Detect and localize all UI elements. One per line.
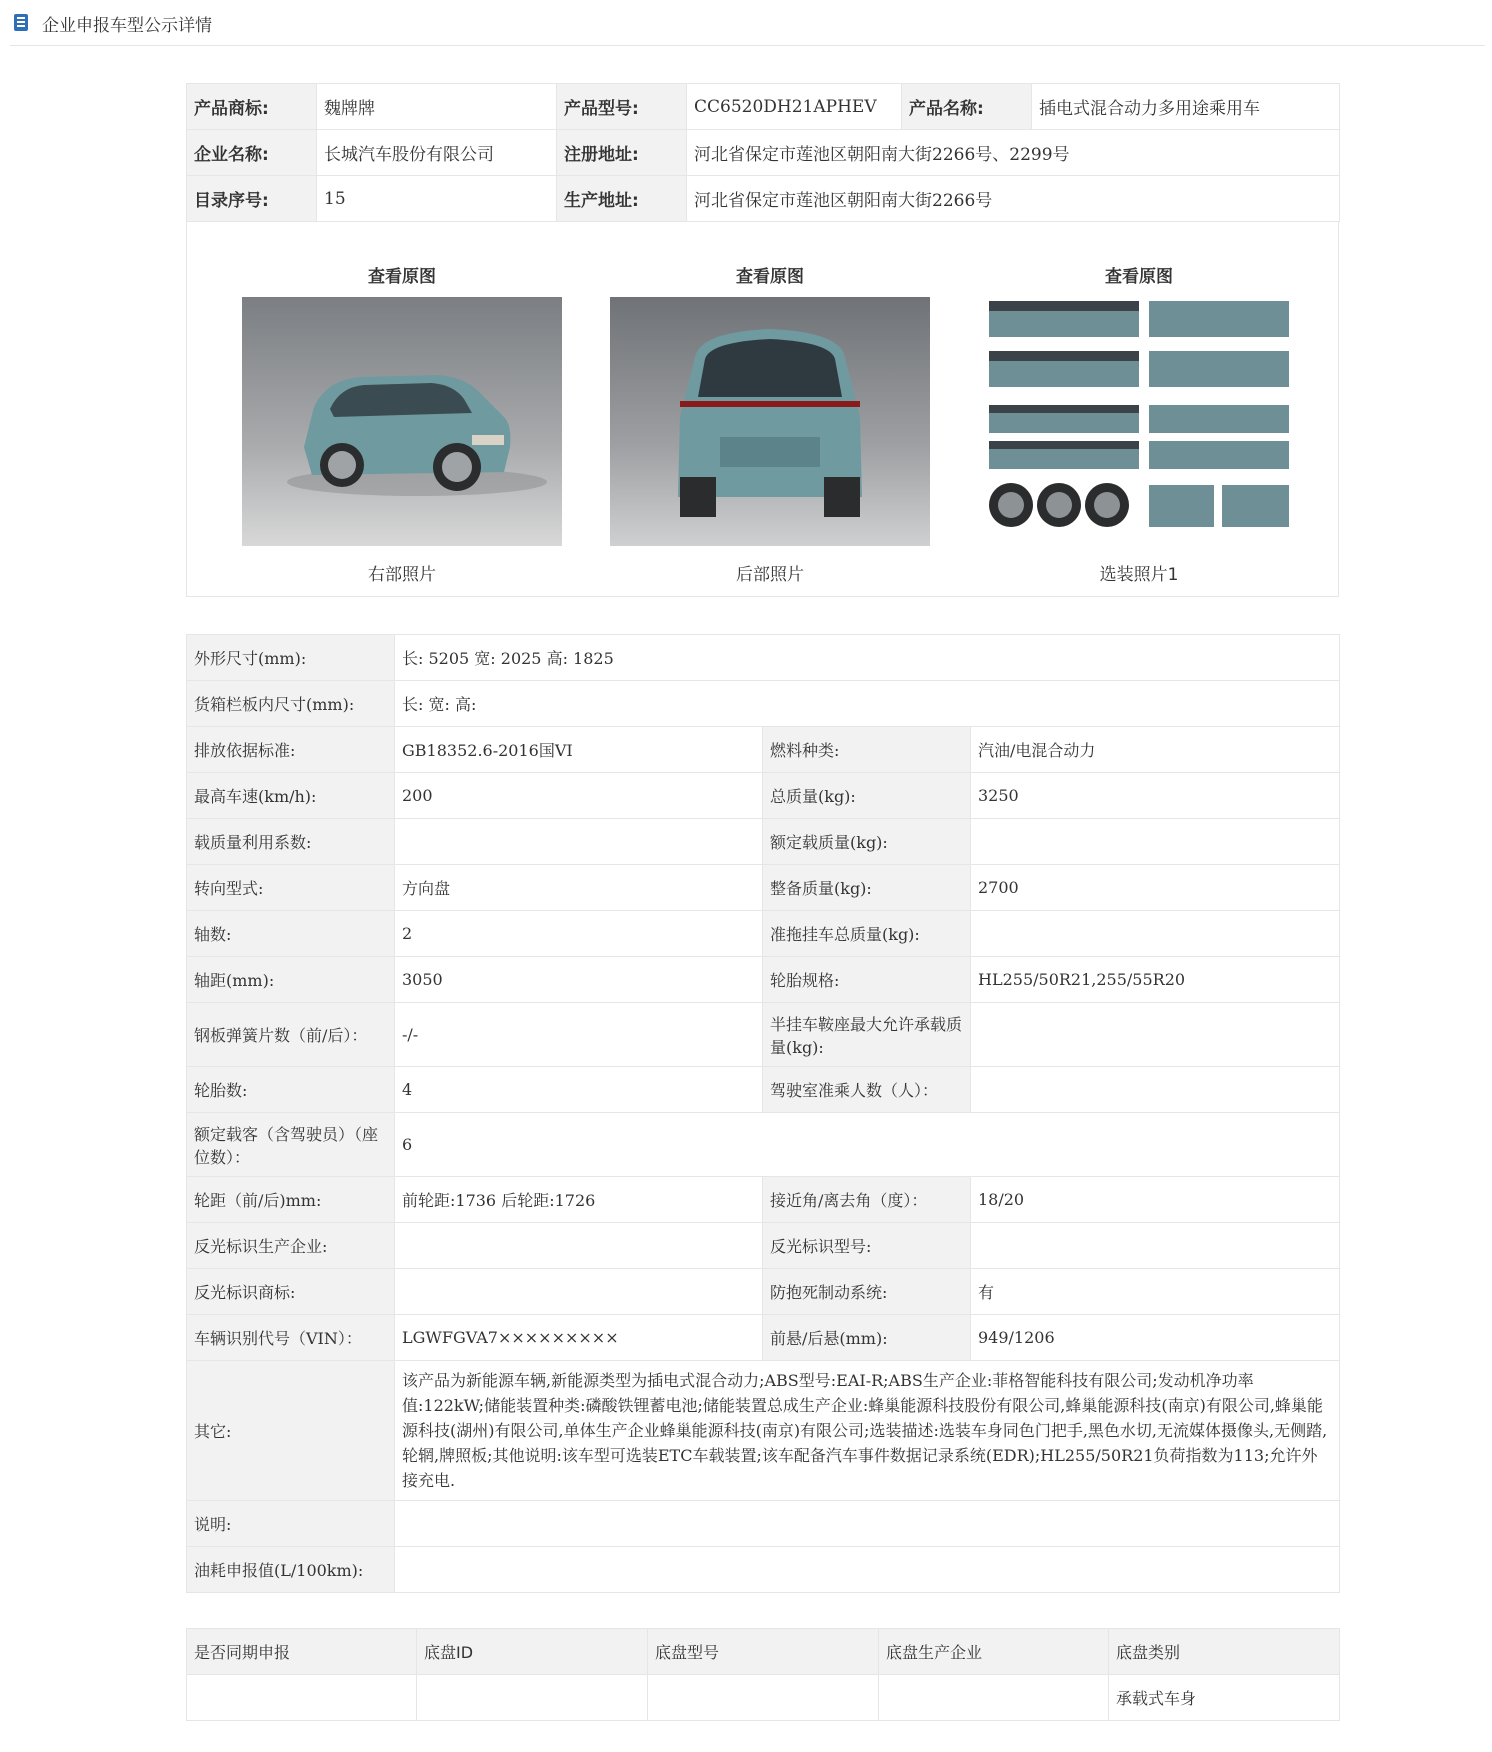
cell-chassis-type: 承载式车身 bbox=[1109, 1675, 1340, 1721]
col-header-chassis-id: 底盘ID bbox=[417, 1629, 648, 1675]
company-value: 长城汽车股份有限公司 bbox=[317, 130, 557, 176]
col-header-chassis-type: 底盘类别 bbox=[1109, 1629, 1340, 1675]
reflector-brand-value bbox=[395, 1269, 763, 1315]
view-original-link[interactable]: 查看原图 bbox=[1105, 267, 1173, 287]
table-row bbox=[187, 681, 1340, 727]
description-value bbox=[395, 1501, 1340, 1547]
emission-label: 排放依据标准: bbox=[187, 727, 395, 773]
fuel-label: 燃料种类: bbox=[763, 727, 971, 773]
table-row bbox=[187, 130, 1340, 176]
table-row bbox=[187, 1547, 1340, 1593]
angle-label: 接近角/离去角（度）： bbox=[763, 1177, 971, 1223]
reflector-maker-value bbox=[395, 1223, 763, 1269]
axles-value: 2 bbox=[395, 911, 763, 957]
cell-chassis-model bbox=[648, 1675, 879, 1721]
table-row bbox=[187, 957, 1340, 1003]
photo-caption: 后部照片 bbox=[736, 565, 804, 585]
table-row bbox=[187, 1501, 1340, 1547]
table-row bbox=[187, 1223, 1340, 1269]
tire-spec-value: HL255/50R21,255/55R20 bbox=[971, 957, 1340, 1003]
col-header-chassis-model: 底盘型号 bbox=[648, 1629, 879, 1675]
table-row bbox=[187, 1177, 1340, 1223]
total-mass-value: 3250 bbox=[971, 773, 1340, 819]
tires-value: 4 bbox=[395, 1067, 763, 1113]
speed-label: 最高车速(km/h): bbox=[187, 773, 395, 819]
table-row bbox=[187, 1315, 1340, 1361]
table-row bbox=[187, 1675, 1340, 1721]
table-row bbox=[187, 84, 1340, 130]
view-original-link[interactable]: 查看原图 bbox=[736, 267, 804, 287]
table-row bbox=[187, 1003, 1340, 1067]
table-row bbox=[187, 1361, 1340, 1501]
reflector-maker-label: 反光标识生产企业: bbox=[187, 1223, 395, 1269]
load-coef-value bbox=[395, 819, 763, 865]
photo-panel bbox=[186, 222, 1339, 597]
track-label: 轮距（前/后)mm: bbox=[187, 1177, 395, 1223]
col-header-chassis-maker: 底盘生产企业 bbox=[879, 1629, 1109, 1675]
model-label: 产品型号: bbox=[557, 84, 687, 130]
prod-address-value: 河北省保定市莲池区朝阳南大街2266号 bbox=[687, 176, 1340, 222]
fuel-consumption-label: 油耗申报值(L/100km): bbox=[187, 1547, 395, 1593]
load-coef-label: 载质量利用系数: bbox=[187, 819, 395, 865]
vin-value: LGWFGVA7××××××××× bbox=[395, 1315, 763, 1361]
reg-address-label: 注册地址: bbox=[557, 130, 687, 176]
book-icon bbox=[14, 14, 28, 31]
track-value: 前轮距:1736 后轮距:1726 bbox=[395, 1177, 763, 1223]
trailer-label: 准拖挂车总质量(kg): bbox=[763, 911, 971, 957]
catalog-label: 目录序号: bbox=[187, 176, 317, 222]
photo-caption: 选装照片1 bbox=[1099, 565, 1179, 585]
overhang-value: 949/1206 bbox=[971, 1315, 1340, 1361]
spring-label: 钢板弹簧片数（前/后）： bbox=[187, 1003, 395, 1067]
cab-label: 驾驶室准乘人数（人）： bbox=[763, 1067, 971, 1113]
trailer-value bbox=[971, 911, 1340, 957]
page-title: 企业申报车型公示详情 bbox=[42, 16, 212, 36]
description-label: 说明: bbox=[187, 1501, 395, 1547]
other-label: 其它: bbox=[187, 1361, 395, 1501]
view-original-link[interactable]: 查看原图 bbox=[368, 267, 436, 287]
steering-label: 转向型式: bbox=[187, 865, 395, 911]
reg-address-value: 河北省保定市莲池区朝阳南大街2266号、2299号 bbox=[687, 130, 1340, 176]
table-row bbox=[187, 911, 1340, 957]
curb-mass-value: 2700 bbox=[971, 865, 1340, 911]
cell-same-period bbox=[187, 1675, 417, 1721]
cargo-value: 长: 宽: 高: bbox=[395, 681, 1340, 727]
table-row bbox=[187, 1113, 1340, 1177]
abs-label: 防抱死制动系统: bbox=[763, 1269, 971, 1315]
speed-value: 200 bbox=[395, 773, 763, 819]
rated-load-value bbox=[971, 819, 1340, 865]
page-header bbox=[10, 0, 1485, 46]
brand-label: 产品商标: bbox=[187, 84, 317, 130]
company-label: 企业名称: bbox=[187, 130, 317, 176]
reflector-model-label: 反光标识型号: bbox=[763, 1223, 971, 1269]
cell-chassis-maker bbox=[879, 1675, 1109, 1721]
product-name-value: 插电式混合动力多用途乘用车 bbox=[1032, 84, 1340, 130]
emission-value: GB18352.6-2016国VI bbox=[395, 727, 763, 773]
dims-label: 外形尺寸(mm): bbox=[187, 635, 395, 681]
saddle-label: 半挂车鞍座最大允许承载质量(kg): bbox=[763, 1003, 971, 1067]
vin-label: 车辆识别代号（VIN）： bbox=[187, 1315, 395, 1361]
fuel-consumption-value bbox=[395, 1547, 1340, 1593]
seats-label: 额定载客（含驾驶员）（座位数）： bbox=[187, 1113, 395, 1177]
table-row bbox=[187, 1067, 1340, 1113]
rear-photo[interactable] bbox=[610, 297, 930, 546]
tire-spec-label: 轮胎规格: bbox=[763, 957, 971, 1003]
table-row bbox=[187, 865, 1340, 911]
photo-caption: 右部照片 bbox=[368, 565, 436, 585]
saddle-value bbox=[971, 1003, 1340, 1067]
cell-chassis-id bbox=[417, 1675, 648, 1721]
optional-equipment-photo[interactable] bbox=[979, 297, 1299, 546]
specs-table bbox=[186, 634, 1340, 1593]
reflector-brand-label: 反光标识商标: bbox=[187, 1269, 395, 1315]
product-name-label: 产品名称: bbox=[902, 84, 1032, 130]
curb-mass-label: 整备质量(kg): bbox=[763, 865, 971, 911]
table-row bbox=[187, 176, 1340, 222]
dims-value: 长: 5205 宽: 2025 高: 1825 bbox=[395, 635, 1340, 681]
wheelbase-value: 3050 bbox=[395, 957, 763, 1003]
total-mass-label: 总质量(kg): bbox=[763, 773, 971, 819]
abs-value: 有 bbox=[971, 1269, 1340, 1315]
col-header-same-period: 是否同期申报 bbox=[187, 1629, 417, 1675]
right-side-photo[interactable] bbox=[242, 297, 562, 546]
cargo-label: 货箱栏板内尺寸(mm): bbox=[187, 681, 395, 727]
table-row bbox=[187, 727, 1340, 773]
tires-label: 轮胎数: bbox=[187, 1067, 395, 1113]
prod-address-label: 生产地址: bbox=[557, 176, 687, 222]
table-row bbox=[187, 819, 1340, 865]
wheelbase-label: 轴距(mm): bbox=[187, 957, 395, 1003]
brand-value: 魏牌牌 bbox=[317, 84, 557, 130]
chassis-table bbox=[186, 1628, 1340, 1721]
table-row bbox=[187, 635, 1340, 681]
angle-value: 18/20 bbox=[971, 1177, 1340, 1223]
cab-value bbox=[971, 1067, 1340, 1113]
spring-value: -/- bbox=[395, 1003, 763, 1067]
table-row bbox=[187, 773, 1340, 819]
reflector-model-value bbox=[971, 1223, 1340, 1269]
catalog-value: 15 bbox=[317, 176, 557, 222]
model-value: CC6520DH21APHEV bbox=[687, 84, 902, 130]
rated-load-label: 额定载质量(kg): bbox=[763, 819, 971, 865]
basic-info-table bbox=[186, 83, 1340, 222]
seats-value: 6 bbox=[395, 1113, 1340, 1177]
axles-label: 轴数: bbox=[187, 911, 395, 957]
table-header-row bbox=[187, 1629, 1340, 1675]
other-value: 该产品为新能源车辆,新能源类型为插电式混合动力;ABS型号:EAI-R;ABS生产企业:菲格智能科技有限公司;发动机净功率值:122kW;储能装置种类:磷酸铁锂蓄电池;储能装置总成生产企业:蜂巢能源科技股份有限公司,蜂巢能源科技(南京)有限公司,蜂巢能源科技(湖州)有限公司,单体生产企业蜂巢能源科技(南京)有限公司;选装描述:选装车身同色门把手,黑色水切,无流媒体摄像头,无侧踏,轮辋,牌照板;其他说明:该车型可选装ETC车载装置;该车配备汽车事件数据记录系统(EDR);HL255/50R21负荷指数为113;允许外接充电. bbox=[395, 1361, 1340, 1501]
steering-value: 方向盘 bbox=[395, 865, 763, 911]
overhang-label: 前悬/后悬(mm): bbox=[763, 1315, 971, 1361]
fuel-value: 汽油/电混合动力 bbox=[971, 727, 1340, 773]
table-row bbox=[187, 1269, 1340, 1315]
